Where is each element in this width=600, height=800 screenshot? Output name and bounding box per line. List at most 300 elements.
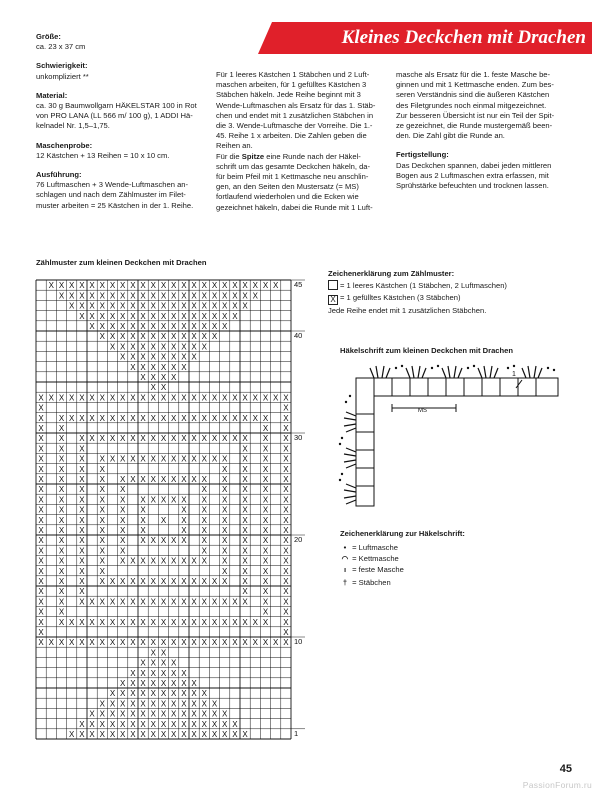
filled-cell: X: [242, 495, 248, 505]
filled-cell: X: [89, 434, 95, 444]
filled-cell: X: [99, 617, 105, 627]
filled-cell: X: [201, 556, 207, 566]
filled-cell: X: [58, 281, 65, 291]
filled-cell: X: [171, 709, 177, 719]
row-label: 40: [294, 331, 303, 340]
filled-cell: X: [283, 577, 289, 586]
filled-cell: X: [242, 536, 248, 546]
filled-cell: X: [222, 393, 228, 403]
filled-cell: X: [130, 332, 136, 342]
filled-cell: X: [38, 485, 44, 495]
filled-cell: X: [140, 373, 146, 382]
filled-cell: X: [201, 730, 207, 739]
filled-cell: X: [130, 617, 136, 627]
filled-cell: X: [262, 505, 269, 515]
filled-cell: X: [262, 434, 269, 444]
filled-cell: X: [130, 689, 136, 699]
filled-cell: X: [140, 342, 146, 352]
page-number: 45: [559, 763, 572, 775]
filled-cell: X: [120, 617, 126, 627]
filled-cell: X: [38, 434, 44, 444]
filled-cell: X: [120, 536, 126, 546]
filled-cell: X: [140, 475, 146, 484]
filled-cell: X: [283, 597, 289, 607]
text-line: Wende-Luftmaschen als Ersatz für das 1. Stäb-: [216, 100, 376, 110]
filled-cell: X: [150, 383, 156, 393]
filled-cell: X: [211, 281, 218, 291]
filled-cell: X: [99, 475, 105, 484]
filled-cell: X: [211, 454, 218, 464]
filled-cell: X: [273, 281, 279, 291]
filled-cell: X: [191, 352, 197, 362]
difficulty-section: [36, 61, 208, 81]
filled-cell: X: [201, 393, 207, 403]
filled-cell: X: [171, 699, 177, 709]
filled-cell: X: [262, 424, 269, 433]
filled-cell: X: [273, 393, 279, 403]
filled-cell: X: [69, 281, 75, 291]
filled-cell: X: [181, 515, 187, 525]
filled-cell: X: [79, 444, 85, 454]
filled-cell: X: [262, 607, 269, 617]
filled-cell: X: [211, 617, 218, 627]
filled-cell: X: [38, 464, 44, 474]
filled-cell: X: [140, 311, 146, 321]
filled-cell: X: [171, 577, 177, 586]
filled-cell: X: [283, 495, 289, 505]
filled-cell: X: [211, 597, 218, 607]
filled-cell: X: [191, 577, 197, 586]
filled-cell: X: [262, 556, 269, 566]
filled-cell: X: [38, 638, 44, 648]
filled-cell: X: [242, 393, 248, 403]
filled-cell: X: [171, 291, 177, 301]
text-line: den. Die Zahl gibt die Runde an.: [396, 131, 505, 141]
row-label: 30: [294, 433, 303, 442]
filled-cell: X: [99, 413, 105, 423]
filled-cell: X: [160, 342, 167, 352]
empty-box-icon: [328, 280, 338, 290]
filled-cell: X: [222, 475, 228, 484]
filled-cell: X: [120, 505, 126, 515]
filled-cell: X: [160, 556, 167, 566]
filled-cell: X: [191, 679, 197, 688]
filled-cell: X: [160, 383, 167, 393]
filled-cell: X: [79, 495, 85, 505]
filled-cell: X: [171, 352, 177, 362]
slip-stitch-icon: ◠: [341, 554, 349, 563]
filled-cell: X: [58, 485, 65, 495]
filled-cell: X: [109, 291, 116, 301]
filled-cell: X: [38, 454, 44, 464]
filled-cell: X: [140, 322, 146, 331]
filled-cell: X: [222, 526, 228, 535]
filled-cell: X: [160, 648, 167, 658]
filled-cell: X: [191, 597, 197, 607]
filled-cell: X: [181, 281, 187, 291]
filled-cell: X: [283, 485, 289, 495]
text-line: Bogen aus 2 Luftmaschen extra erfassen, mit: [396, 170, 549, 180]
filled-cell: X: [283, 475, 289, 484]
filled-cell: X: [38, 505, 44, 515]
filled-cell: X: [222, 301, 228, 311]
filled-cell: X: [242, 444, 248, 454]
filled-cell: X: [99, 301, 105, 311]
filled-cell: X: [181, 342, 187, 352]
text-line: seren Verständnis sind die äußeren Kästchen: [396, 90, 550, 100]
filled-cell: X: [181, 556, 187, 566]
filled-cell: X: [120, 730, 126, 739]
filled-cell: X: [171, 413, 177, 423]
filled-cell: X: [201, 577, 207, 586]
filled-cell: X: [201, 526, 207, 535]
material-section: [36, 91, 208, 132]
filled-cell: X: [181, 495, 187, 505]
text-line: gezeichnet häkeln, dabei die Runde mit 1 Luft-: [216, 202, 373, 212]
filled-cell: X: [120, 393, 126, 403]
filled-cell: X: [99, 638, 105, 648]
filled-cell: X: [181, 301, 187, 311]
filled-cell: X: [171, 362, 177, 372]
filled-cell: X: [283, 566, 289, 576]
filled-cell: X: [242, 587, 248, 597]
filled-cell: X: [130, 730, 136, 739]
filled-cell: X: [283, 556, 289, 566]
filled-cell: X: [140, 689, 146, 699]
filled-cell: X: [222, 291, 228, 301]
filled-cell: X: [150, 536, 156, 546]
filled-cell: X: [181, 332, 187, 342]
legend-heading: Zeichenerklärung zur Häkelschrift:: [340, 529, 465, 538]
filled-cell: X: [232, 281, 238, 291]
filled-cell: X: [171, 536, 177, 546]
filled-cell: X: [232, 719, 238, 729]
filled-cell: X: [79, 505, 85, 515]
row-label: 45: [294, 280, 303, 289]
filled-cell: X: [130, 709, 136, 719]
text-line: ginnen und mit 1 Kettmasche enden. Zum bes-: [396, 80, 554, 90]
filled-cell: X: [150, 597, 156, 607]
filled-cell: X: [181, 362, 187, 372]
filled-cell: X: [89, 301, 95, 311]
filled-cell: X: [58, 546, 65, 556]
filled-cell: X: [181, 719, 187, 729]
filled-cell: X: [79, 485, 85, 495]
filled-cell: X: [79, 515, 85, 525]
filled-cell: X: [120, 413, 126, 423]
filled-cell: X: [283, 424, 289, 433]
filled-cell: X: [150, 689, 156, 699]
filled-cell: X: [232, 638, 238, 648]
filled-cell: X: [38, 556, 44, 566]
filled-cell: X: [58, 638, 65, 648]
row-label: 20: [294, 535, 303, 544]
filled-cell: X: [130, 719, 136, 729]
filled-cell: X: [58, 424, 65, 433]
spitze-bold: Spitze: [241, 151, 265, 161]
filled-cell: X: [171, 679, 177, 688]
filled-cell: X: [222, 322, 228, 331]
filled-cell: X: [283, 638, 289, 648]
filled-cell: X: [89, 730, 95, 739]
filled-cell: X: [283, 464, 289, 474]
filled-cell: X: [252, 617, 258, 627]
filled-cell: X: [160, 373, 167, 382]
filled-cell: X: [79, 638, 85, 648]
filled-cell: X: [89, 617, 95, 627]
filled-cell: X: [242, 281, 248, 291]
filled-cell: X: [262, 495, 269, 505]
filled-cell: X: [109, 597, 116, 607]
filled-cell: X: [242, 475, 248, 484]
filled-cell: X: [79, 730, 85, 739]
filled-cell: X: [79, 281, 85, 291]
filled-cell: X: [181, 352, 187, 362]
filled-cell: X: [130, 281, 136, 291]
filled-cell: X: [242, 730, 248, 739]
filled-cell: X: [58, 291, 65, 301]
filled-cell: X: [89, 709, 95, 719]
filled-cell: X: [232, 597, 238, 607]
filled-cell: X: [181, 617, 187, 627]
filled-cell: X: [171, 689, 177, 699]
filled-cell: X: [38, 577, 44, 586]
filled-cell: X: [191, 332, 197, 342]
filled-cell: X: [171, 373, 177, 382]
legend-row: [340, 553, 570, 564]
filled-cell: X: [99, 454, 105, 464]
section-line: unkompliziert **: [36, 71, 89, 81]
filled-cell: X: [120, 352, 126, 362]
filled-cell: X: [262, 454, 269, 464]
filled-cell: X: [48, 638, 54, 648]
filled-cell: X: [140, 709, 146, 719]
filled-cell: X: [120, 597, 126, 607]
filled-cell: X: [120, 556, 126, 566]
filled-cell: X: [171, 730, 177, 739]
chart-legend: [328, 268, 578, 317]
filled-cell: X: [79, 556, 85, 566]
filled-cell: X: [38, 424, 44, 433]
filled-cell: X: [160, 668, 167, 678]
filled-cell: X: [242, 434, 248, 444]
filled-cell: X: [160, 322, 167, 331]
filled-cell: X: [109, 301, 116, 311]
filled-cell: X: [109, 638, 116, 648]
filled-cell: X: [242, 597, 248, 607]
filled-cell: X: [38, 566, 44, 576]
filled-cell: X: [201, 475, 207, 484]
filled-cell: X: [150, 291, 156, 301]
filled-cell: X: [79, 536, 85, 546]
filled-cell: X: [160, 291, 167, 301]
legend-note: Jede Reihe endet mit 1 zusätzlichen Stäbchen.: [328, 306, 487, 315]
filled-cell: X: [181, 577, 187, 586]
filled-cell: X: [160, 597, 167, 607]
filled-cell: X: [109, 730, 116, 739]
filled-cell: X: [160, 515, 167, 525]
filled-cell: X: [262, 515, 269, 525]
filled-cell: X: [242, 617, 248, 627]
filled-cell: X: [99, 699, 105, 709]
filled-cell: X: [160, 434, 167, 444]
filled-cell: X: [201, 342, 207, 352]
filled-cell: X: [171, 638, 177, 648]
filled-cell: X: [130, 454, 136, 464]
filled-cell: X: [99, 281, 105, 291]
filled-cell: X: [191, 730, 197, 739]
filled-cell: X: [120, 301, 126, 311]
filled-cell: X: [232, 291, 238, 301]
left-column: [36, 32, 208, 220]
filled-cell: X: [58, 587, 65, 597]
filled-cell: X: [252, 413, 258, 423]
filled-cell: X: [191, 719, 197, 729]
filled-cell: X: [140, 719, 146, 729]
filled-cell: X: [130, 393, 136, 403]
filled-cell: X: [191, 301, 197, 311]
filled-cell: X: [171, 475, 177, 484]
text-line: Stäbchen häkeln. Jede Reihe beginnt mit 3: [216, 90, 361, 100]
filled-cell: X: [120, 342, 126, 352]
filled-cell: X: [130, 699, 136, 709]
filled-cell: X: [130, 475, 136, 484]
text-line: fortlaufend wiederholen und die Ecken wie: [216, 192, 359, 202]
filled-cell: X: [140, 352, 146, 362]
filled-cell: X: [99, 536, 105, 546]
filled-cell: X: [58, 536, 65, 546]
filled-cell: X: [150, 648, 156, 658]
filled-cell: X: [99, 464, 105, 474]
filled-cell: X: [150, 617, 156, 627]
filled-cell: X: [201, 689, 207, 699]
filled-cell: X: [58, 475, 65, 484]
filled-cell: X: [201, 485, 207, 495]
filled-cell: X: [283, 413, 289, 423]
filled-cell: X: [181, 322, 187, 331]
filled-cell: X: [191, 342, 197, 352]
filled-cell: X: [140, 291, 146, 301]
filled-cell: X: [58, 577, 65, 586]
filled-cell: X: [171, 495, 177, 505]
filled-cell: X: [79, 393, 85, 403]
filled-cell: X: [222, 577, 228, 586]
filled-cell: X: [201, 413, 207, 423]
single-crochet-icon: ı: [343, 565, 347, 574]
filled-cell: X: [252, 638, 258, 648]
filled-cell: X: [242, 301, 248, 311]
filled-cell: X: [58, 454, 65, 464]
filled-cell: X: [130, 342, 136, 352]
filled-cell: X: [79, 587, 85, 597]
filled-cell: X: [171, 393, 177, 403]
filled-cell: X: [232, 617, 238, 627]
crochet-legend: [340, 528, 570, 588]
filled-cell: X: [120, 719, 126, 729]
chain-icon: •: [343, 543, 347, 552]
filled-cell: X: [99, 709, 105, 719]
section-line: 76 Luftmaschen + 3 Wende-Luftmaschen an-: [36, 180, 189, 190]
filled-cell: X: [48, 281, 54, 291]
filled-cell: X: [109, 617, 116, 627]
filled-cell: X: [109, 454, 116, 464]
filled-cell: X: [191, 311, 197, 321]
size-section: [36, 32, 208, 52]
filled-cell: X: [99, 515, 105, 525]
filled-cell: X: [150, 730, 156, 739]
filled-cell: X: [140, 362, 146, 372]
text-line: Reihen an.: [216, 141, 253, 151]
filled-cell: X: [222, 434, 228, 444]
text-line: gen, an den Seiten den Mustersatz (= MS): [216, 182, 359, 192]
filled-cell: X: [38, 546, 44, 556]
filled-cell: X: [120, 679, 126, 688]
filled-cell: X: [252, 393, 258, 403]
filled-cell: X: [130, 434, 136, 444]
filled-cell: X: [242, 515, 248, 525]
crochet-diagram: [326, 356, 566, 516]
filled-cell: X: [201, 434, 207, 444]
filled-cell: X: [283, 526, 289, 535]
filled-cell: X: [211, 577, 218, 586]
filled-cell: X: [262, 597, 269, 607]
text-line: masche als Ersatz für die 1. feste Masche be-: [396, 70, 551, 79]
filled-cell: X: [160, 281, 167, 291]
filled-cell: X: [99, 719, 105, 729]
filled-cell: X: [283, 536, 289, 546]
filled-cell: X: [109, 332, 116, 342]
filet-chart: [36, 272, 314, 739]
filled-cell: X: [150, 668, 156, 678]
filled-cell: X: [283, 628, 289, 637]
section-line: muster arbeiten = 25 Kästchen in der 1. Reihe.: [36, 200, 194, 210]
filled-cell: X: [181, 597, 187, 607]
filled-cell: X: [150, 475, 156, 484]
filled-cell: X: [222, 311, 228, 321]
filled-cell: X: [130, 291, 136, 301]
filled-cell: X: [211, 291, 218, 301]
filled-cell: X: [79, 566, 85, 576]
filled-cell: X: [222, 515, 228, 525]
filled-cell: X: [120, 332, 126, 342]
filled-cell: X: [120, 454, 126, 464]
filled-cell: X: [58, 434, 65, 444]
filled-cell: X: [120, 546, 126, 556]
filled-cell: X: [150, 679, 156, 688]
filled-cell: X: [201, 301, 207, 311]
filled-cell: X: [79, 577, 85, 586]
filled-cell: X: [232, 311, 238, 321]
filled-cell: X: [109, 434, 116, 444]
filled-cell: X: [283, 403, 289, 413]
filled-cell: X: [283, 587, 289, 597]
filled-cell: X: [191, 281, 197, 291]
filled-cell: X: [38, 526, 44, 535]
filled-cell: X: [232, 301, 238, 311]
filled-cell: X: [171, 617, 177, 627]
text-line: ze gezeichnet, die Runde mustergemäß been-: [396, 121, 553, 131]
filled-cell: X: [120, 689, 126, 699]
filled-cell: X: [181, 413, 187, 423]
text-line: schrift um das gesamte Deckchen häkeln, da-: [216, 161, 371, 171]
filled-cell: X: [160, 730, 167, 739]
text-line: Sprühstärke befeuchten und trocknen lassen.: [396, 181, 549, 191]
filled-cell: X: [201, 515, 207, 525]
filled-cell: X: [79, 597, 85, 607]
filled-cell: X: [201, 536, 207, 546]
gauge-section: [36, 141, 208, 161]
filled-cell: X: [89, 393, 95, 403]
